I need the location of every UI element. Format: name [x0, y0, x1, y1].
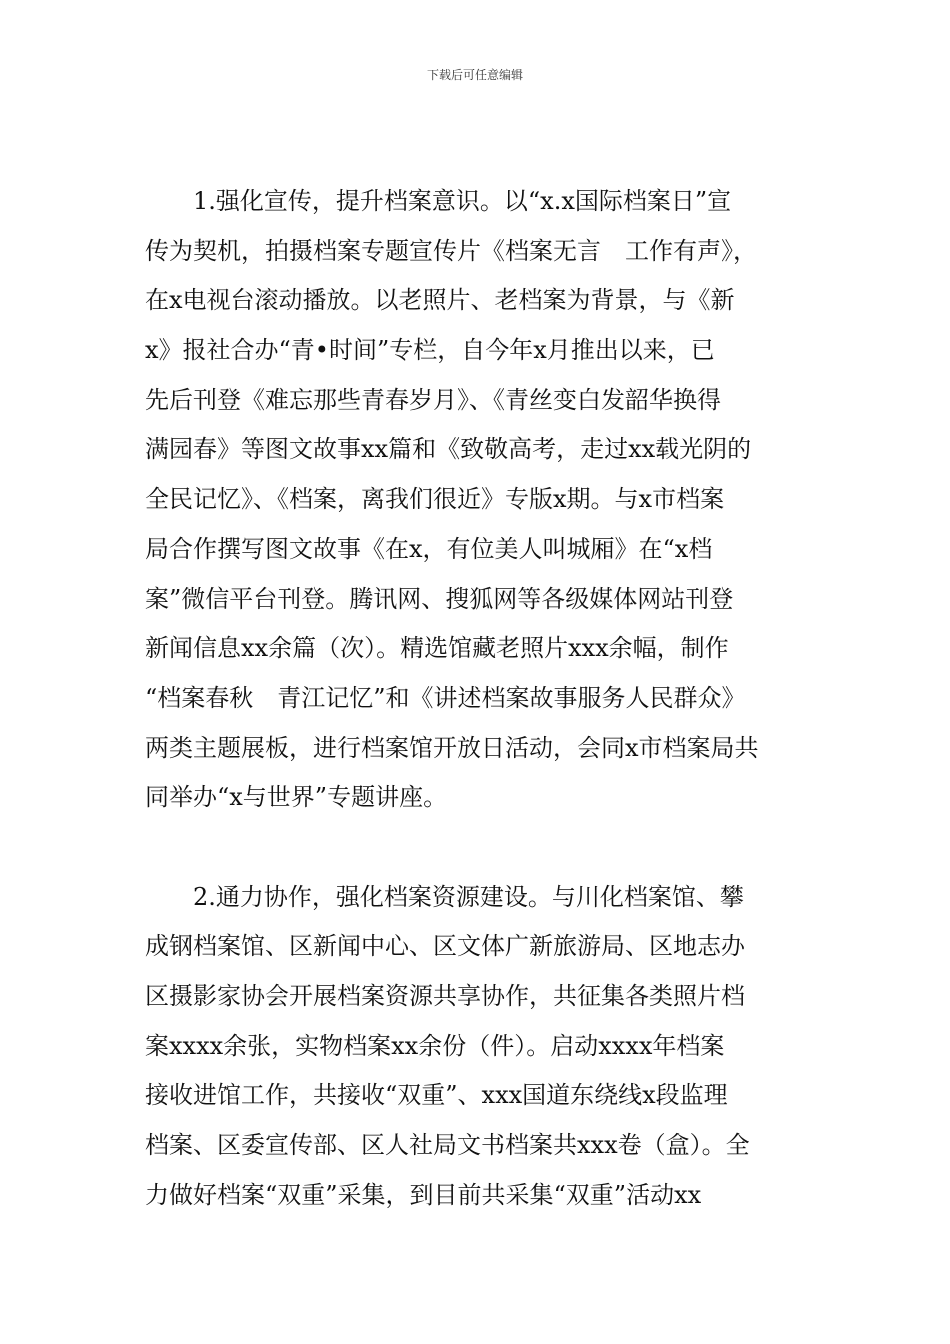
paragraph-line: x》报社合办“青•时间”专栏，自今年x月推出以来，已: [145, 336, 715, 365]
paragraph-line: 接收进馆工作，共接收“双重”、xxx国道东绕线x段监理: [145, 1081, 728, 1110]
paragraph-line: 1.强化宣传，提升档案意识。以“x.x国际档案日”宣: [145, 187, 732, 215]
paragraph-publicity: [145, 177, 811, 823]
paragraph-line: 满园春》等图文故事xx篇和《致敬高考，走过xx载光阴的: [145, 435, 752, 464]
paragraph-spacer: [145, 823, 811, 873]
paragraph-line: 区摄影家协会开展档案资源共享协作，共征集各类照片档: [145, 982, 745, 1010]
page-header: 下载后可任意编辑: [426, 68, 523, 82]
paragraph-line: “档案春秋 青江记忆”和《讲述档案故事服务人民群众》: [145, 683, 746, 712]
paragraph-line: 传为契机，拍摄档案专题宣传片《档案无言 工作有声》，: [145, 236, 757, 265]
paragraph-line: 新闻信息xx余篇（次）。精选馆藏老照片xxx余幅，制作: [145, 634, 729, 663]
paragraph-line: 案xxxx余张，实物档案xx余份（件）。启动xxxx年档案: [145, 1031, 725, 1060]
paragraph-line: 2.通力协作，强化档案资源建设。与川化档案馆、攀: [145, 882, 744, 911]
document-body: [145, 177, 811, 1220]
paragraph-line: 局合作撰写图文故事《在x，有位美人叫城厢》在“x档: [145, 534, 713, 563]
paragraph-line: 成钢档案馆、区新闻中心、区文体广新旅游局、区地志办: [145, 932, 745, 961]
paragraph-line: 先后刊登《难忘那些青春岁月》、《青丝变白发韶华换得: [145, 385, 721, 414]
paragraph-line: 力做好档案“双重”采集，到目前共采集“双重”活动xx: [145, 1180, 702, 1209]
paragraph-line: 同举办“x与世界”专题讲座。: [145, 783, 448, 812]
paragraph-line: 档案、区委宣传部、区人社局文书档案共xxx卷（盒）。全: [145, 1131, 750, 1160]
paragraph-resources: [145, 873, 811, 1221]
paragraph-line: 案”微信平台刊登。腾讯网、搜狐网等各级媒体网站刊登: [145, 584, 734, 613]
paragraph-line: 在x电视台滚动播放。以老照片、老档案为背景，与《新: [145, 286, 735, 315]
paragraph-line: 全民记忆》、《档案，离我们很近》专版x期。与x市档案: [145, 485, 725, 514]
paragraph-line: 两类主题展板，进行档案馆开放日活动，会同x市档案局共: [145, 733, 759, 762]
